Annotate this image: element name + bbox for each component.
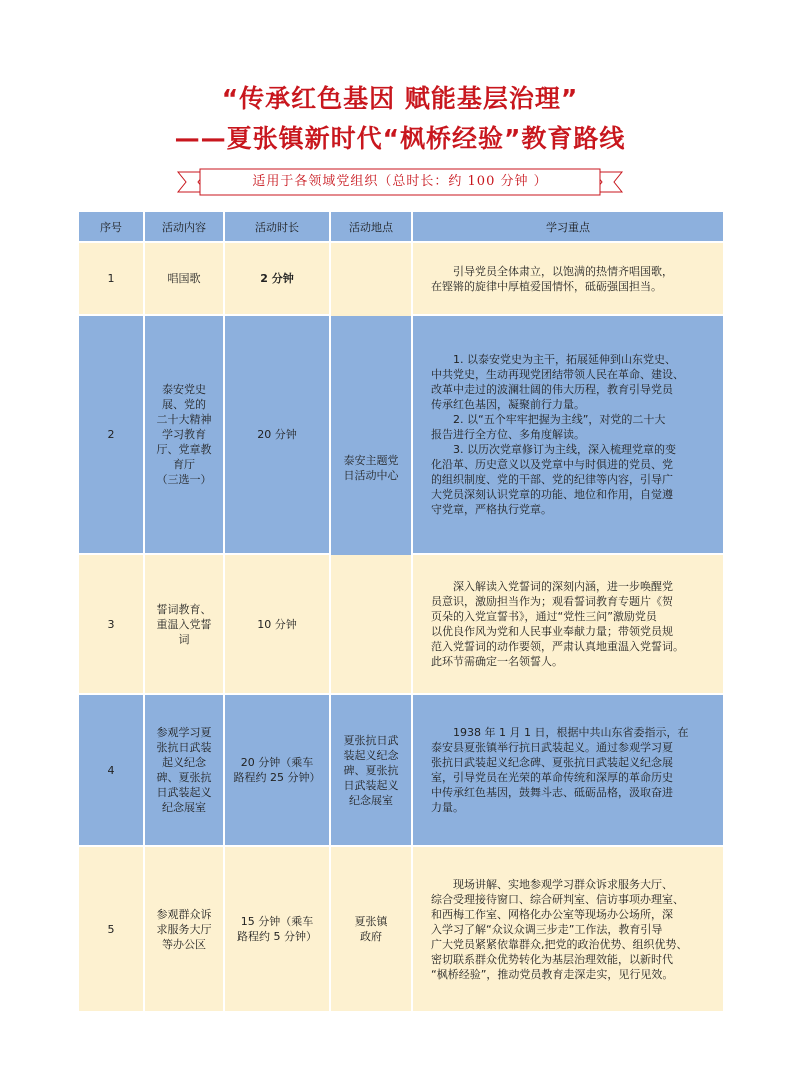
row-duration: 20 分钟（乘车 路程约 25 分钟） [224, 694, 330, 846]
main-title-line1: “传承红色基因 赋能基层治理” [221, 84, 579, 113]
row-location-shared: 泰安主题党 日活动中心 [330, 242, 412, 694]
row-location: 夏张抗日武 装起义纪念 碑、夏张抗 日武装起义 纪念展室 [330, 694, 412, 846]
row-duration: 2 分钟 [224, 242, 330, 315]
table-header-row [78, 211, 724, 242]
subtitle-text: 适用于各领域党组织（总时长：约 100 分钟 ） [252, 174, 548, 189]
main-title-line2: ——夏张镇新时代“枫桥经验”教育路线 [174, 124, 626, 153]
subtitle-ribbon [176, 168, 624, 196]
header-no: 序号 [78, 211, 144, 242]
table-row [78, 242, 724, 315]
row-no: 3 [78, 554, 144, 694]
row-focus: 1938 年 1 月 1 日，根据中共山东省委指示，在 泰安县夏张镇举行抗日武装起义。通过参观学习夏 张抗日武装起义纪念碑、夏张抗日武装起义纪念展 室，引导党员在光荣的革命传统和深厚的革命历史 中传承红色基因，鼓舞斗志、砥砺品格，汲取奋进 力量。 [412, 694, 724, 846]
row-no: 2 [78, 315, 144, 554]
row-focus: 深入解读入党誓词的深刻内涵，进一步唤醒党 员意识，激励担当作为；观看誓词教育专题片《贺 页朵的入党宣誓书》，通过“党性三问”激励党员 以优良作风为党和人民事业奉献力量；带领党员规 范入党誓词的动作要领，严肃认真地重温入党誓词。 此环节需确定一名领誓人。 [412, 554, 724, 694]
row-duration: 20 分钟 [224, 315, 330, 554]
row-content: 唱国歌 [144, 242, 224, 315]
row-focus: 1. 以泰安党史为主干，拓展延伸到山东党史、 中共党史，生动再现党团结带领人民在革命、建设、 改革中走过的波澜壮阔的伟大历程，教育引导党员 传承红色基因，凝聚前行力量。 2. 以“五个牢牢把握为主线”，对党的二十大 报告进行全方位、多角度解读。 3. 以历次党章修订为主线，深入梳理党章的变 化沿革、历史意义以及党章中与时俱进的党员、党 的组织制度、党的干部、党的纪律等内容，引导广 大党员深刻认识党章的功能、地位和作用，自觉遵 守党章，严格执行党章。 [412, 315, 724, 554]
education-route-table [77, 210, 725, 1013]
row-content: 泰安党史 展、党的 二十大精神 学习教育 厅、党章教 育厅 （三选一） [144, 315, 224, 554]
header-location: 活动地点 [330, 211, 412, 242]
row-no: 1 [78, 242, 144, 315]
header-focus: 学习重点 [412, 211, 724, 242]
row-content: 参观学习夏 张抗日武装 起义纪念 碑、夏张抗 日武装起义 纪念展室 [144, 694, 224, 846]
row-no: 5 [78, 846, 144, 1012]
row-duration: 15 分钟（乘车 路程约 5 分钟） [224, 846, 330, 1012]
row-content: 参观群众诉 求服务大厅 等办公区 [144, 846, 224, 1012]
row-location: 夏张镇 政府 [330, 846, 412, 1012]
header-content: 活动内容 [144, 211, 224, 242]
row-focus: 现场讲解、实地参观学习群众诉求服务大厅、 综合受理接待窗口、综合研判室、信访事项办理室、 和西梅工作室、网格化办公室等现场办公场所，深 入学习了解“众议众调三步走”工作法，教育引导 广大党员紧紧依靠群众,把党的政治优势、组织优势、 密切联系群众优势转化为基层治理效能，以新时代 “枫桥经验”，推动党员教育走深走实，见行见效。 [412, 846, 724, 1012]
row-duration: 10 分钟 [224, 554, 330, 694]
table-row [78, 694, 724, 846]
row-content: 誓词教育、 重温入党誓 词 [144, 554, 224, 694]
header-duration: 活动时长 [224, 211, 330, 242]
row-focus: 引导党员全体肃立，以饱满的热情齐唱国歌， 在铿锵的旋律中厚植爱国情怀，砥砺强国担当。 [412, 242, 724, 315]
table-row [78, 846, 724, 1012]
row-no: 4 [78, 694, 144, 846]
